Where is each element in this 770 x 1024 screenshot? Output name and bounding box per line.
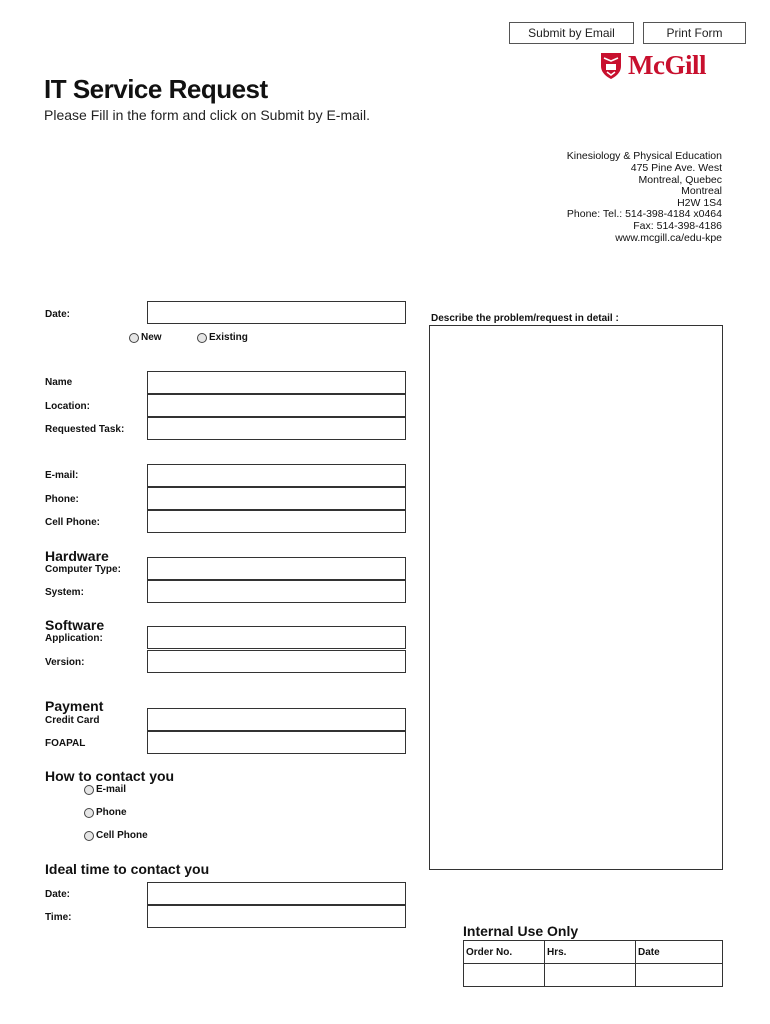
software-heading: Software	[45, 617, 105, 633]
address-line: Montreal	[681, 185, 722, 197]
email-label: E-mail:	[45, 470, 79, 481]
cell-phone-field[interactable]	[147, 510, 406, 533]
radio-icon	[84, 831, 94, 841]
shield-icon	[600, 52, 622, 80]
cell-phone-label: Cell Phone:	[45, 517, 101, 528]
system-field[interactable]	[147, 580, 406, 603]
name-label: Name	[45, 377, 73, 388]
date-header: Date	[636, 941, 723, 964]
page-title: IT Service Request	[44, 74, 268, 104]
computer-type-field[interactable]	[147, 557, 406, 580]
submit-by-email-button[interactable]: Submit by Email	[509, 22, 634, 44]
internal-use-table	[463, 940, 723, 987]
contact-heading: How to contact you	[45, 768, 175, 784]
order-no-cell[interactable]	[464, 964, 545, 987]
computer-type-label: Computer Type:	[45, 564, 121, 575]
phone-field[interactable]	[147, 487, 406, 510]
address-line: Montreal, Quebec	[638, 174, 722, 186]
radio-icon	[84, 808, 94, 818]
name-field[interactable]	[147, 371, 406, 394]
mcgill-logo	[600, 50, 706, 81]
date-label: Date:	[45, 309, 71, 320]
hrs-header: Hrs.	[545, 941, 636, 964]
requested-task-field[interactable]	[147, 417, 406, 440]
ideal-date-field[interactable]	[147, 882, 406, 905]
location-field[interactable]	[147, 394, 406, 417]
ideal-time-field[interactable]	[147, 905, 406, 928]
internal-use-heading: Internal Use Only	[463, 923, 579, 939]
contact-option-label: Cell Phone	[96, 830, 148, 841]
status-existing-radio[interactable]	[197, 332, 248, 343]
contact-option-label: E-mail	[96, 784, 127, 795]
status-new-radio[interactable]	[129, 332, 162, 343]
hrs-cell[interactable]	[545, 964, 636, 987]
radio-icon	[197, 333, 207, 343]
address-line: Fax: 514-398-4186	[633, 220, 722, 232]
credit-card-label: Credit Card	[45, 715, 100, 726]
ideal-date-label: Date:	[45, 889, 71, 900]
requested-task-label: Requested Task:	[45, 424, 125, 435]
credit-card-field[interactable]	[147, 708, 406, 731]
date-cell[interactable]	[636, 964, 723, 987]
radio-icon	[84, 785, 94, 795]
version-label: Version:	[45, 657, 85, 668]
foapal-label: FOAPAL	[45, 738, 86, 749]
status-new-label: New	[141, 332, 162, 343]
contact-phone-radio[interactable]	[84, 807, 127, 818]
foapal-field[interactable]	[147, 731, 406, 754]
email-field[interactable]	[147, 464, 406, 487]
system-label: System:	[45, 587, 84, 598]
ideal-time-heading: Ideal time to contact you	[45, 861, 210, 877]
logo-text: McGill	[628, 50, 706, 80]
address-line: H2W 1S4	[677, 197, 722, 209]
contact-email-radio[interactable]	[84, 784, 126, 795]
date-field[interactable]	[147, 301, 406, 324]
description-textarea[interactable]	[429, 325, 723, 870]
address-line: Phone: Tel.: 514-398-4184 x0464	[566, 208, 722, 220]
location-label: Location:	[45, 401, 90, 412]
phone-label: Phone:	[45, 494, 79, 505]
address-line: 475 Pine Ave. West	[630, 162, 722, 174]
application-label: Application:	[45, 633, 103, 644]
status-existing-label: Existing	[209, 332, 248, 343]
order-no-header: Order No.	[464, 941, 545, 964]
page-subtitle: Please Fill in the form and click on Submit by E-mail.	[44, 107, 371, 123]
ideal-time-label: Time:	[45, 912, 72, 923]
hardware-heading: Hardware	[45, 548, 109, 564]
contact-cell-phone-radio[interactable]	[84, 830, 148, 841]
description-label: Describe the problem/request in detail :	[431, 313, 619, 324]
address-line: www.mcgill.ca/edu-kpe	[615, 232, 722, 244]
radio-icon	[129, 333, 139, 343]
address-line: Kinesiology & Physical Education	[566, 150, 722, 162]
application-field[interactable]	[147, 626, 406, 649]
version-field[interactable]	[147, 650, 406, 673]
print-form-button[interactable]: Print Form	[643, 22, 746, 44]
contact-option-label: Phone	[96, 807, 127, 818]
payment-heading: Payment	[45, 698, 104, 714]
